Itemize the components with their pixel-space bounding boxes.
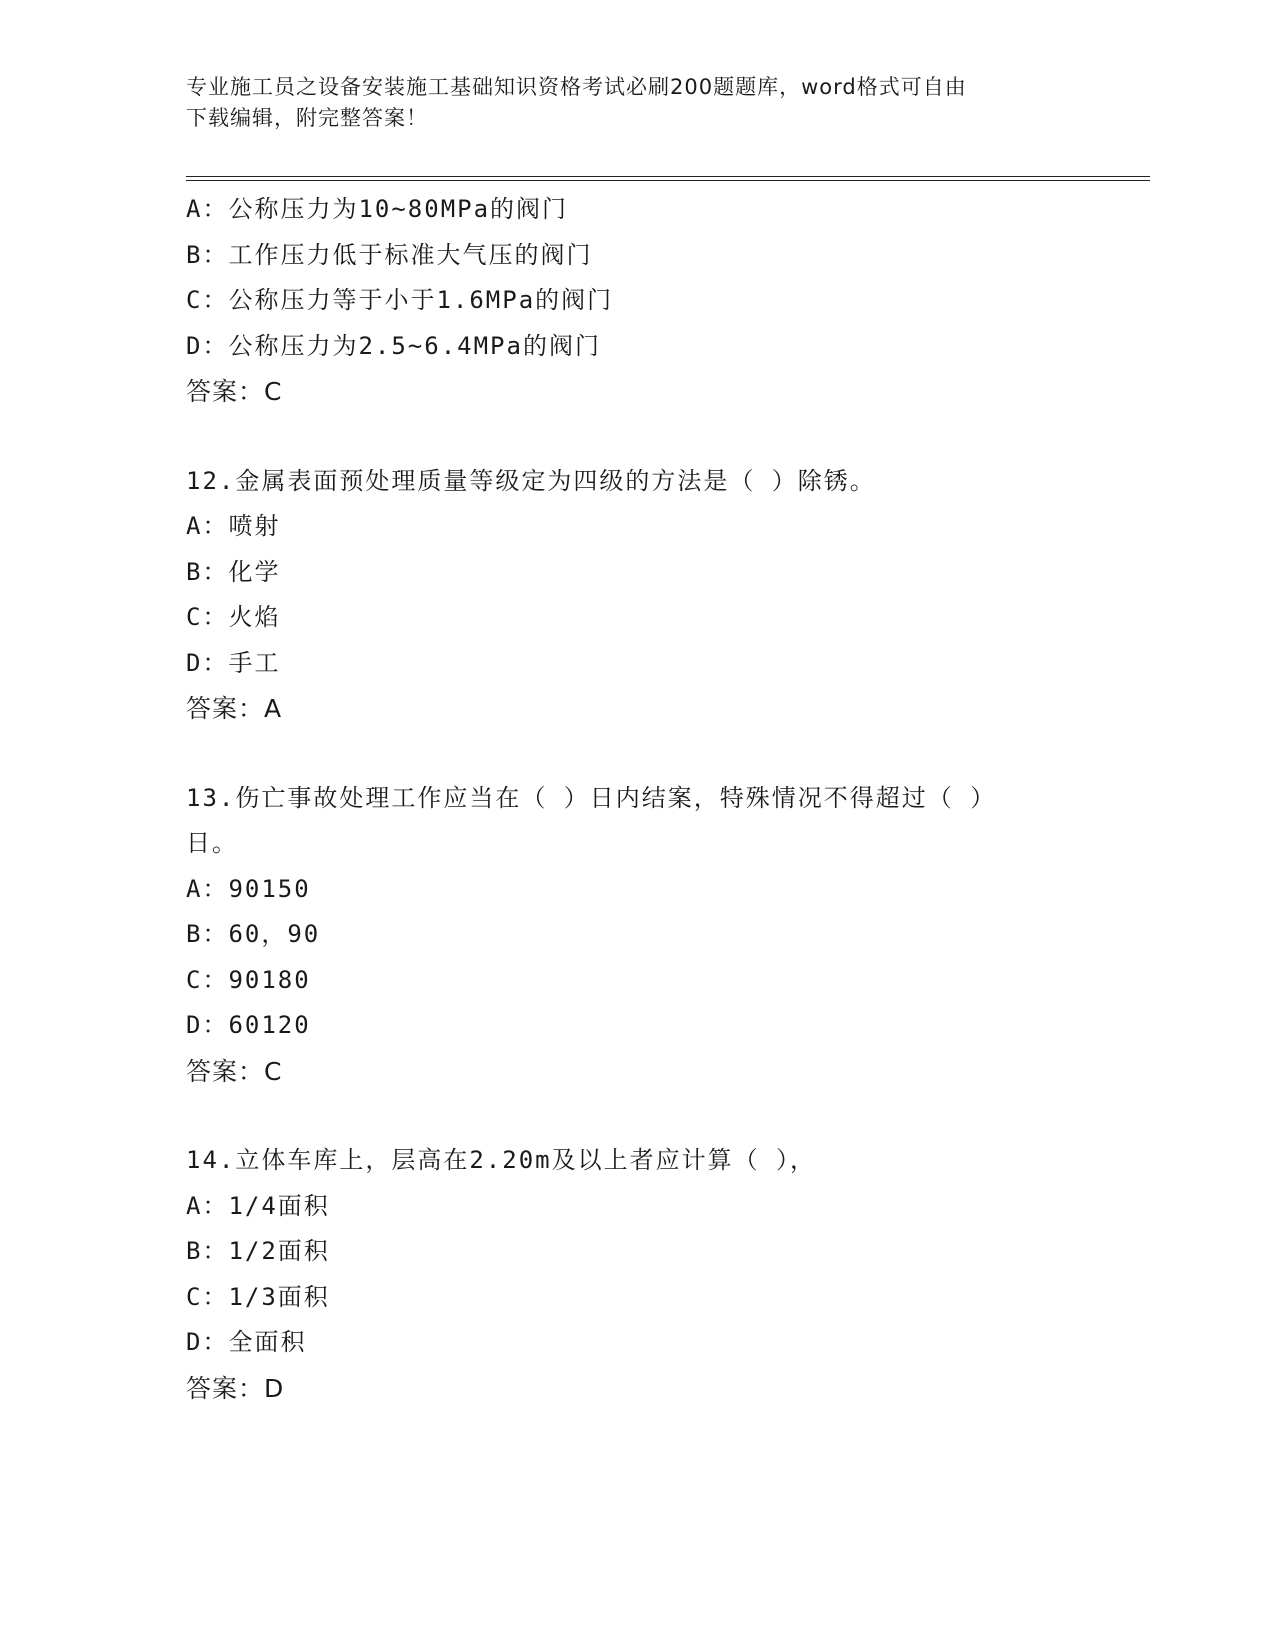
- option-a: A：喷射: [186, 512, 281, 540]
- question-block-12: [186, 459, 1086, 732]
- answer-line: 答案：D: [186, 1373, 285, 1403]
- option-b: B：1/2面积: [186, 1237, 330, 1265]
- answer-line: 答案：A: [186, 694, 283, 723]
- option-c: C：火焰: [186, 603, 281, 631]
- option-d: D：手工: [186, 648, 281, 677]
- header-title-line-2: 下载编辑，附完整答案！: [186, 106, 428, 130]
- option-d: D：公称压力为2.5~6.4MPa的阀门: [186, 331, 601, 360]
- question-stem: 14.立体车库上，层高在2.20m及以上者应计算（ ），: [186, 1146, 817, 1174]
- answer-line: 答案：C: [186, 1056, 283, 1086]
- answer-line: 答案：C: [186, 377, 283, 406]
- option-b: B：化学: [186, 557, 281, 586]
- option-d: D：全面积: [186, 1328, 307, 1356]
- option-a: A：公称压力为10~80MPa的阀门: [186, 195, 569, 223]
- header-title-line-1: 专业施工员之设备安装施工基础知识资格考试必刷200题题库，word格式可自由: [186, 75, 967, 99]
- header-divider: [186, 176, 1150, 181]
- question-stem: 13.伤亡事故处理工作应当在（ ）日内结案，特殊情况不得超过（ ）: [186, 783, 997, 812]
- question-block-11: [186, 187, 1086, 415]
- option-c: C：公称压力等于小于1.6MPa的阀门: [186, 286, 614, 314]
- question-stem-continued: 日。: [186, 829, 238, 857]
- option-c: C：90180: [186, 965, 311, 994]
- option-a: A：1/4面积: [186, 1191, 330, 1220]
- option-d: D：60120: [186, 1011, 311, 1039]
- option-a: A：90150: [186, 874, 311, 903]
- option-c: C：1/3面积: [186, 1282, 330, 1311]
- document-body: [186, 187, 1086, 1411]
- option-b: B：60，90: [186, 920, 321, 948]
- question-stem: 12.金属表面预处理质量等级定为四级的方法是（ ）除锈。: [186, 466, 876, 495]
- option-b: B：工作压力低于标准大气压的阀门: [186, 240, 593, 269]
- question-block-14: [186, 1138, 1086, 1411]
- question-block-13: [186, 776, 1086, 1095]
- document-header: [186, 72, 1066, 134]
